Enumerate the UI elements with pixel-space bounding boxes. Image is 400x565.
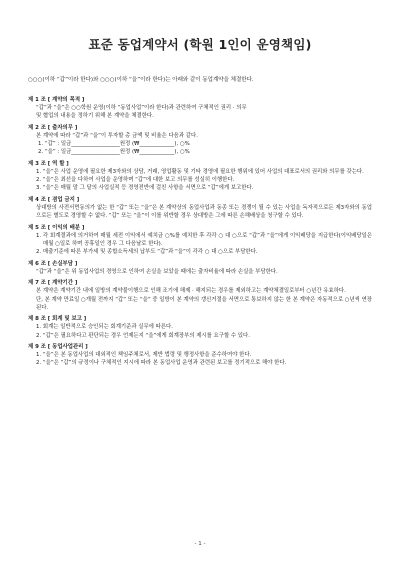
article-paragraph: 및 협업의 내용을 정하기 위해 본 계약을 체결한다.	[36, 113, 154, 120]
article-4	[28, 196, 372, 221]
article-paragraph: “갑”과 “을”은 위 동업사업의 경영으로 인하여 손실을 보았을 때에는 출자비율에 따라 손실을 부담한다.	[36, 268, 278, 275]
article-paragraph: 단, 본 계약 만료일 ○개월 전까지 “갑” 또는 “을” 중 일방이 본 계약의 갱신거절을 서면으로 통보하지 않는 한 본 계약은 자동적으로 ○년씩 연장된다.	[36, 296, 372, 311]
article-5	[28, 224, 372, 257]
article-numbered-item: 1. 각 회계결과에 의거하여 매월 세전 이익에서 예치금 ○%를 예치한 후 각각 ○ 대 ○으로 “갑”과 “을”에게 이익배당을 지급한다(이익배당일은 매월 ○일로 하며 공휴일인 경우 그 다음날로 한다).	[36, 232, 372, 247]
article-8	[28, 315, 372, 340]
article-heading: 제 2 조 [ 출자의무 ]	[28, 124, 78, 131]
article-item: 1. “갑” : 일금__________________원정 (₩_____________), ○%	[38, 141, 190, 148]
article-numbered-item: 1. “을”은 사업 운영에 필요한 제3자와의 상담, 거래, 영업활동 및 기타 경영에 필요한 행위에 있어 사업의 대표로서의 권리와 의무를 갖는다.	[36, 169, 364, 175]
article-item: 2. “을” : 일금__________________원정 (₩_____________), ○%	[38, 149, 190, 156]
article-heading: 제 1 조 [ 계약의 목적 ]	[28, 97, 85, 103]
article-heading: 제 5 조 [ 이익의 배분 ]	[28, 224, 85, 231]
page-number: - 1 -	[194, 541, 206, 547]
article-numbered-item: 1. “을”은 본 동업사업의 대외적인 책임주체로서, 제반 법령 및 행정사항을 준수하여야 한다.	[36, 352, 252, 359]
document-title: 표준 동업계약서 (학원 1인이 운영책임)	[88, 37, 312, 52]
article-numbered-item: 2. “을”은 “갑”의 규정이나 구체적인 지시에 따라 본 동업사업 운영과 관련된 보고를 정기적으로 해야 한다.	[36, 360, 287, 367]
article-numbered-item: 2. “을”은 최선을 다하여 사업을 운영하며 “갑”에 대한 보고 의무를 성실히 이행한다.	[36, 177, 235, 184]
article-paragraph: 상대방의 사전서면동의가 없는 한 “갑” 또는 “을”은 본 계약상의 동업사업과 동종 또는 경쟁이 될 수 있는 사업을 독자적으로든 제3자와의 동업으로든 별도로 경영할 수 없다. “갑” 또는 “을”이 이를 위반할 경우 상대방은 그에 따른 손해배상을 청구할 수 있다.	[36, 205, 372, 220]
article-9	[28, 343, 372, 368]
article-2	[28, 124, 372, 157]
article-7	[28, 279, 372, 312]
article-6	[28, 260, 372, 276]
article-heading: 제 8 조 [ 회계 및 보고 ]	[28, 316, 87, 323]
article-heading: 제 4 조 [ 겸업 금지 ]	[28, 196, 80, 203]
article-heading: 제 3 조 [ 역 할 ]	[28, 160, 69, 167]
article-numbered-item: 2. 매출기준에 따른 부가세 및 종합소득세의 납부도 “갑”과 “을”이 각각 ○ 대 ○으로 부담한다.	[36, 249, 258, 256]
article-paragraph: “갑”과 “을”은 ○○학원 운영(이하 “동업사업”이라 한다)과 관련하여 구체적인 권리 · 의무	[36, 105, 247, 112]
article-1	[28, 96, 372, 121]
article-numbered-item: 2. “갑”은 필요하다고 판단되는 경우 언제든지 “을”에게 회계장부의 제시를 요구할 수 있다.	[36, 332, 250, 339]
article-3	[28, 160, 372, 193]
article-heading: 제 6 조 [ 손실부담 ]	[28, 260, 78, 267]
intro-paragraph: ○○○(이하 “갑”이라 한다)와 ○○○(이하 “을”이라 한다)는 아래와 같이 동업계약을 체결한다.	[28, 77, 254, 83]
article-numbered-item: 1. 회계는 일반적으로 승인되는 회계기준과 실무에 따른다.	[36, 324, 173, 331]
article-paragraph: 본 계약에 따라 “갑”과 “을”이 투자할 총 금액 및 비율은 다음과 같다.	[36, 133, 198, 139]
article-heading: 제 9 조 [ 동업사업관리 ]	[28, 343, 88, 350]
article-numbered-item: 3. “을”은 매월 말 그 달의 사업실적 등 경영전반에 걸친 사항을 서면으로 “갑”에게 보고한다.	[36, 185, 254, 192]
article-heading: 제 7 조 [ 계약기간 ]	[28, 280, 78, 287]
article-paragraph: 본 계약은 계약기간 내에 일방의 계약불이행으로 인해 조기에 해제 · 해지되는 경우를 제외하고는 계약체결일로부터 ○년간 유효하다.	[36, 288, 346, 295]
articles-container	[28, 96, 372, 371]
